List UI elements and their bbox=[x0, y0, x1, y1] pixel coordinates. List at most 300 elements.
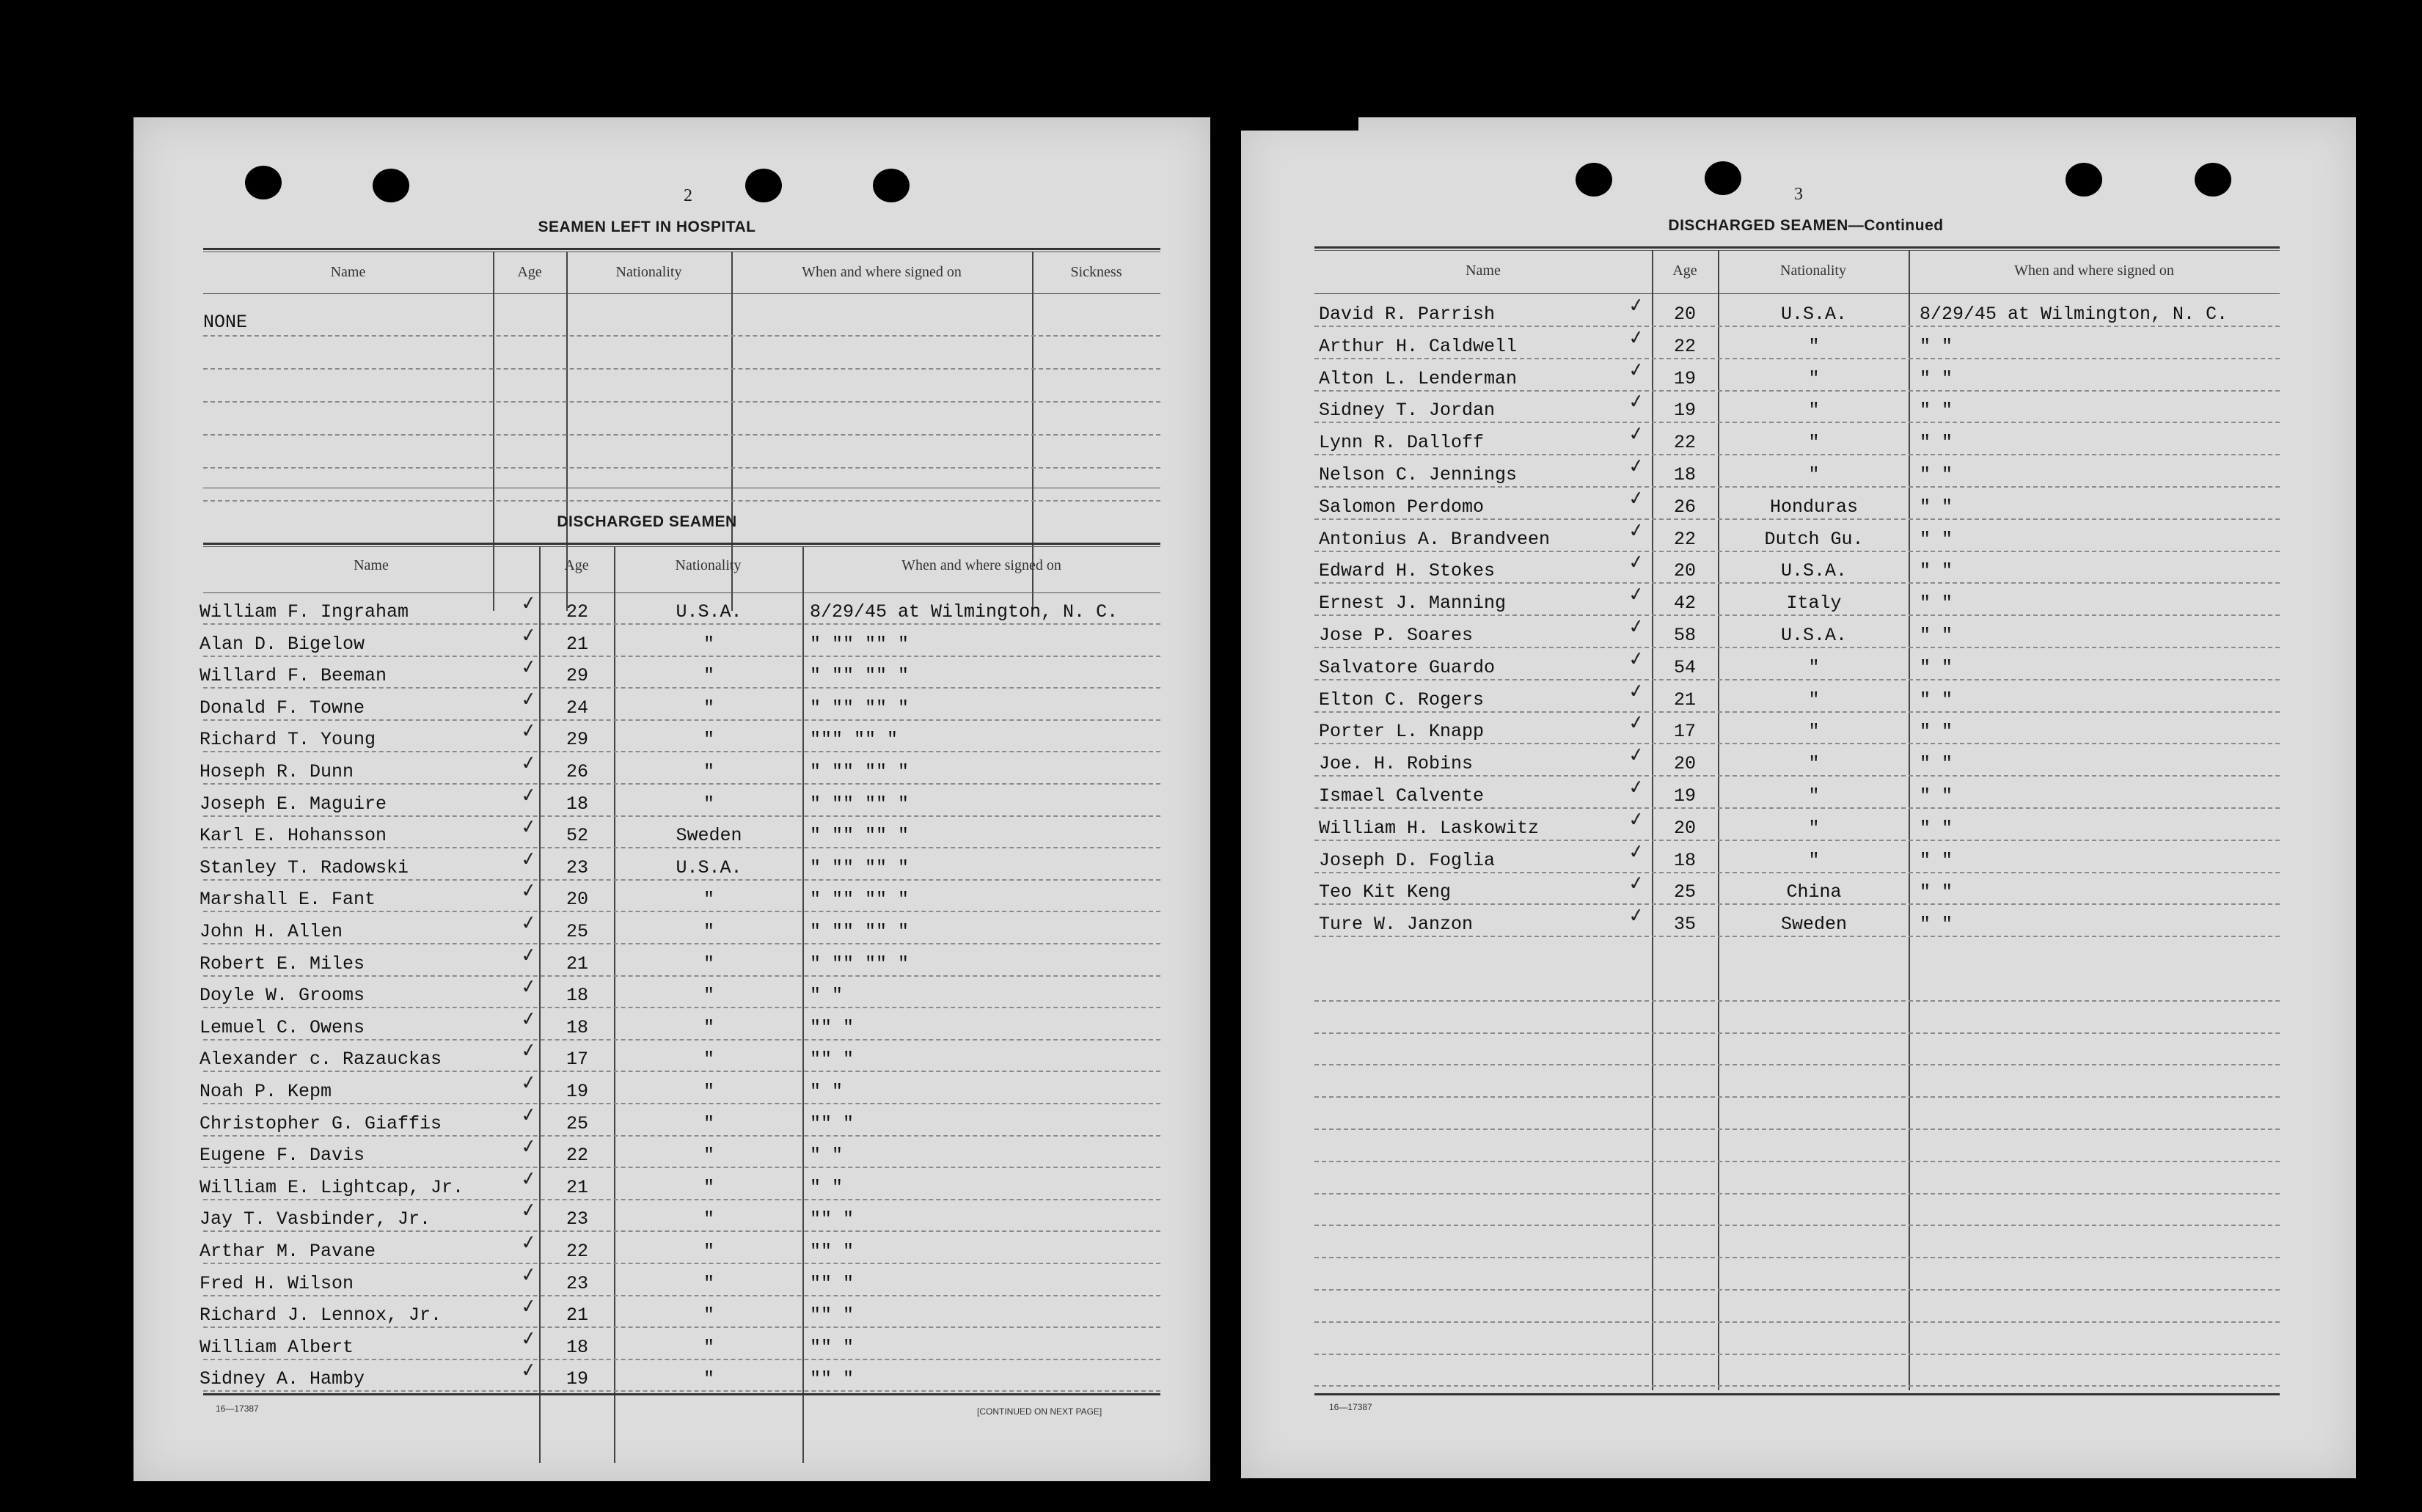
seaman-age: 22 bbox=[1673, 432, 1696, 454]
row-rule bbox=[1314, 1096, 2280, 1098]
seaman-age: 18 bbox=[566, 793, 588, 815]
row-rule bbox=[1314, 1000, 2280, 1002]
seaman-age: 23 bbox=[566, 1208, 588, 1230]
checkmark-icon: ✓ bbox=[519, 1199, 538, 1223]
punch-hole bbox=[245, 166, 282, 199]
checkmark-icon: ✓ bbox=[519, 783, 538, 807]
row-rule bbox=[1314, 1385, 2280, 1387]
col-nationality-header: Nationality bbox=[615, 264, 682, 280]
col-signed-on-header: When and where signed on bbox=[2014, 263, 2174, 279]
seaman-nationality: " bbox=[703, 761, 714, 782]
seaman-nationality: " bbox=[703, 1145, 714, 1167]
seaman-signed-on: "" " bbox=[810, 1336, 855, 1358]
row-rule bbox=[203, 1199, 1160, 1200]
seaman-nationality: " bbox=[703, 793, 714, 815]
seaman-nationality: " bbox=[703, 1368, 714, 1390]
checkmark-icon: ✓ bbox=[1627, 293, 1646, 318]
seaman-nationality: U.S.A. bbox=[1780, 625, 1847, 646]
seaman-nationality: " bbox=[1808, 721, 1820, 743]
seaman-name: William E. Lightcap, Jr. bbox=[200, 1176, 464, 1198]
row-rule bbox=[203, 943, 1160, 944]
seaman-nationality: " bbox=[703, 921, 714, 942]
row-rule bbox=[1314, 1289, 2280, 1291]
seaman-nationality: " bbox=[703, 1336, 714, 1358]
seaman-signed-on: " " bbox=[1920, 656, 1953, 678]
seaman-age: 35 bbox=[1673, 914, 1696, 936]
seaman-age: 19 bbox=[566, 1368, 588, 1390]
seaman-signed-on: " " bbox=[1920, 721, 1953, 743]
punch-hole bbox=[2195, 163, 2231, 197]
seaman-name: Richard T. Young bbox=[200, 729, 376, 751]
right-page bbox=[1241, 117, 2356, 1478]
seaman-nationality: " bbox=[1808, 656, 1820, 678]
row-rule bbox=[1314, 358, 2280, 359]
row-rule bbox=[1314, 903, 2280, 905]
seaman-name: Donald F. Towne bbox=[200, 697, 365, 719]
seaman-nationality: " bbox=[703, 1081, 714, 1102]
checkmark-icon: ✓ bbox=[519, 1071, 538, 1096]
seaman-signed-on: " " bbox=[1920, 914, 1953, 936]
row-rule bbox=[1314, 1257, 2280, 1258]
seaman-signed-on: "" " bbox=[810, 1304, 855, 1326]
seaman-nationality: " bbox=[703, 953, 714, 975]
row-rule bbox=[1314, 1161, 2280, 1162]
seaman-name: Hoseph R. Dunn bbox=[200, 761, 354, 782]
seaman-signed-on: " "" "" " bbox=[810, 761, 910, 782]
seaman-signed-on: """ "" " bbox=[810, 729, 899, 751]
seaman-nationality: " bbox=[703, 889, 714, 911]
seaman-nationality: " bbox=[1808, 849, 1820, 871]
seaman-name: Ernest J. Manning bbox=[1319, 592, 1507, 614]
seaman-signed-on: " " bbox=[1920, 753, 1953, 775]
col-age-header: Age bbox=[564, 557, 589, 573]
seaman-age: 52 bbox=[566, 825, 588, 847]
checkmark-icon: ✓ bbox=[1627, 582, 1646, 607]
seaman-name: Stanley T. Radowski bbox=[200, 856, 409, 878]
seaman-signed-on: " "" "" " bbox=[810, 921, 910, 942]
col-nationality-header: Nationality bbox=[1780, 263, 1846, 279]
row-rule bbox=[1314, 807, 2280, 809]
seaman-signed-on: " " bbox=[1920, 849, 1953, 871]
checkmark-icon: ✓ bbox=[1627, 518, 1646, 543]
row-rule bbox=[203, 687, 1160, 689]
row-rule bbox=[1314, 1321, 2280, 1323]
checkmark-icon: ✓ bbox=[1627, 743, 1646, 768]
seaman-name: Teo Kit Keng bbox=[1319, 881, 1452, 903]
hospital-entry: NONE bbox=[203, 312, 248, 333]
row-rule bbox=[1314, 1032, 2280, 1034]
seaman-nationality: " bbox=[1808, 400, 1820, 422]
seaman-nationality: U.S.A. bbox=[676, 856, 742, 878]
seaman-signed-on: " " bbox=[1920, 817, 1953, 839]
seaman-name: Richard J. Lennox, Jr. bbox=[200, 1304, 442, 1326]
seaman-nationality: China bbox=[1786, 881, 1842, 903]
col-name-header: Name bbox=[354, 557, 389, 573]
row-rule bbox=[1314, 486, 2280, 488]
seaman-age: 22 bbox=[1673, 528, 1696, 550]
seaman-signed-on: " " bbox=[810, 985, 844, 1007]
seaman-nationality: " bbox=[1808, 464, 1820, 485]
row-rule bbox=[203, 623, 1160, 625]
seaman-age: 19 bbox=[1673, 785, 1696, 807]
checkmark-icon: ✓ bbox=[519, 719, 538, 744]
row-rule bbox=[1314, 422, 2280, 423]
col-sickness-header: Sickness bbox=[1070, 264, 1122, 280]
seaman-age: 21 bbox=[566, 1176, 588, 1198]
seaman-signed-on: "" " bbox=[810, 1272, 855, 1294]
seaman-nationality: " bbox=[1808, 753, 1820, 775]
seaman-age: 25 bbox=[566, 921, 588, 942]
row-rule bbox=[1314, 1064, 2280, 1065]
seaman-nationality: Honduras bbox=[1769, 496, 1859, 518]
seaman-age: 19 bbox=[1673, 367, 1696, 389]
row-rule bbox=[203, 1039, 1160, 1041]
row-rule bbox=[203, 1103, 1160, 1104]
seaman-signed-on: " " bbox=[1920, 689, 1953, 711]
seaman-nationality: " bbox=[703, 1049, 714, 1071]
row-rule bbox=[1314, 711, 2280, 713]
checkmark-icon: ✓ bbox=[1627, 775, 1646, 800]
punch-hole bbox=[1705, 161, 1741, 195]
checkmark-icon: ✓ bbox=[519, 1039, 538, 1063]
seaman-nationality: U.S.A. bbox=[676, 601, 742, 623]
checkmark-icon: ✓ bbox=[1627, 711, 1646, 735]
seaman-age: 20 bbox=[566, 889, 588, 911]
seaman-age: 21 bbox=[566, 953, 588, 975]
seaman-nationality: " bbox=[1808, 367, 1820, 389]
seaman-name: Marshall E. Fant bbox=[200, 889, 376, 911]
checkmark-icon: ✓ bbox=[519, 911, 538, 936]
row-rule bbox=[203, 975, 1160, 977]
row-rule bbox=[1314, 1193, 2280, 1194]
row-rule bbox=[1314, 518, 2280, 520]
seaman-signed-on: " "" "" " bbox=[810, 793, 910, 815]
seaman-name: Joseph E. Maguire bbox=[200, 793, 387, 815]
seaman-name: Nelson C. Jennings bbox=[1319, 464, 1518, 485]
form-number: 16—17387 bbox=[1329, 1402, 1372, 1412]
checkmark-icon: ✓ bbox=[519, 975, 538, 999]
continued-note: [CONTINUED ON NEXT PAGE] bbox=[977, 1406, 1102, 1417]
row-rule bbox=[203, 1326, 1160, 1328]
seaman-signed-on: " " bbox=[1920, 560, 1953, 582]
checkmark-icon: ✓ bbox=[1627, 422, 1646, 447]
seaman-nationality: Sweden bbox=[676, 825, 742, 847]
checkmark-icon: ✓ bbox=[519, 1230, 538, 1255]
seaman-name: Jose P. Soares bbox=[1319, 625, 1474, 646]
checkmark-icon: ✓ bbox=[1627, 358, 1646, 382]
seaman-nationality: " bbox=[1808, 432, 1820, 454]
seaman-age: 26 bbox=[1673, 496, 1696, 518]
checkmark-icon: ✓ bbox=[519, 879, 538, 903]
seaman-nationality: " bbox=[703, 1272, 714, 1294]
seaman-signed-on: " " bbox=[1920, 464, 1953, 485]
seaman-age: 22 bbox=[566, 1241, 588, 1262]
checkmark-icon: ✓ bbox=[1627, 807, 1646, 832]
seaman-signed-on: " "" "" " bbox=[810, 856, 910, 878]
left-page bbox=[133, 117, 1210, 1481]
seaman-name: Lynn R. Dalloff bbox=[1319, 432, 1485, 454]
seaman-name: Ture W. Janzon bbox=[1319, 914, 1474, 936]
seaman-name: Eugene F. Davis bbox=[200, 1145, 365, 1167]
seaman-signed-on: " " bbox=[1920, 335, 1953, 357]
checkmark-icon: ✓ bbox=[1627, 326, 1646, 351]
seaman-age: 19 bbox=[1673, 400, 1696, 422]
seaman-age: 20 bbox=[1673, 753, 1696, 775]
row-rule bbox=[1314, 551, 2280, 552]
seaman-signed-on: 8/29/45 at Wilmington, N. C. bbox=[1920, 304, 2228, 325]
row-rule bbox=[203, 656, 1160, 657]
seaman-signed-on: " "" "" " bbox=[810, 633, 910, 655]
seaman-name: Joseph D. Foglia bbox=[1319, 849, 1496, 871]
seaman-signed-on: " "" "" " bbox=[810, 697, 910, 719]
seaman-name: Elton C. Rogers bbox=[1319, 689, 1485, 711]
seaman-signed-on: 8/29/45 at Wilmington, N. C. bbox=[810, 601, 1119, 623]
seaman-name: Joe. H. Robins bbox=[1319, 753, 1474, 775]
row-rule bbox=[203, 719, 1160, 721]
form-number: 16—17387 bbox=[216, 1403, 259, 1414]
checkmark-icon: ✓ bbox=[519, 847, 538, 872]
seaman-age: 29 bbox=[566, 729, 588, 751]
seaman-name: Willard F. Beeman bbox=[200, 665, 387, 687]
checkmark-icon: ✓ bbox=[1627, 903, 1646, 928]
seaman-signed-on: " " bbox=[1920, 881, 1953, 903]
row-rule bbox=[1314, 775, 2280, 777]
seaman-nationality: " bbox=[703, 985, 714, 1007]
seaman-nationality: " bbox=[1808, 817, 1820, 839]
seaman-age: 18 bbox=[566, 985, 588, 1007]
seaman-age: 17 bbox=[1673, 721, 1696, 743]
seaman-signed-on: " " bbox=[1920, 625, 1953, 646]
seaman-signed-on: "" " bbox=[810, 1112, 855, 1134]
seaman-name: Ismael Calvente bbox=[1319, 785, 1485, 807]
seaman-age: 22 bbox=[566, 1145, 588, 1167]
row-rule bbox=[1314, 614, 2280, 616]
seaman-age: 18 bbox=[566, 1016, 588, 1038]
seaman-age: 21 bbox=[566, 633, 588, 655]
seaman-age: 18 bbox=[566, 1336, 588, 1358]
seaman-nationality: Sweden bbox=[1780, 914, 1847, 936]
checkmark-icon: ✓ bbox=[519, 1326, 538, 1351]
seaman-name: Porter L. Knapp bbox=[1319, 721, 1485, 743]
row-rule bbox=[1314, 743, 2280, 744]
seaman-signed-on: " " bbox=[1920, 592, 1953, 614]
col-signed-on-header: When and where signed on bbox=[802, 264, 962, 280]
seaman-age: 18 bbox=[1673, 849, 1696, 871]
seaman-age: 25 bbox=[1673, 881, 1696, 903]
punch-hole bbox=[745, 169, 782, 202]
row-rule bbox=[1314, 840, 2280, 841]
seaman-name: Sidney T. Jordan bbox=[1319, 400, 1496, 422]
row-rule bbox=[203, 1263, 1160, 1264]
row-rule bbox=[1314, 679, 2280, 680]
seaman-name: Christopher G. Giaffis bbox=[200, 1112, 442, 1134]
seaman-age: 29 bbox=[566, 665, 588, 687]
row-rule bbox=[203, 1390, 1160, 1392]
row-rule bbox=[203, 1007, 1160, 1008]
seaman-name: Alan D. Bigelow bbox=[200, 633, 365, 655]
row-rule bbox=[203, 911, 1160, 912]
checkmark-icon: ✓ bbox=[1627, 454, 1646, 479]
seaman-age: 26 bbox=[566, 761, 588, 782]
row-rule bbox=[1314, 936, 2280, 937]
seaman-name: Arthar M. Pavane bbox=[200, 1241, 376, 1262]
checkmark-icon: ✓ bbox=[519, 623, 538, 647]
checkmark-icon: ✓ bbox=[1627, 390, 1646, 414]
checkmark-icon: ✓ bbox=[519, 1103, 538, 1127]
col-age-header: Age bbox=[517, 264, 542, 280]
row-rule bbox=[203, 1359, 1160, 1360]
row-rule bbox=[1314, 582, 2280, 584]
seaman-name: Karl E. Hohansson bbox=[200, 825, 387, 847]
col-name-header: Name bbox=[330, 264, 366, 280]
seaman-age: 19 bbox=[566, 1081, 588, 1102]
seaman-age: 58 bbox=[1673, 625, 1696, 646]
seaman-name: William Albert bbox=[200, 1336, 354, 1358]
checkmark-icon: ✓ bbox=[519, 687, 538, 712]
discharged-section-title: DISCHARGED SEAMEN bbox=[557, 513, 737, 530]
seaman-nationality: " bbox=[703, 1176, 714, 1198]
seaman-age: 20 bbox=[1673, 817, 1696, 839]
seaman-signed-on: " " bbox=[810, 1176, 844, 1198]
seaman-age: 20 bbox=[1673, 304, 1696, 325]
row-rule bbox=[1314, 1225, 2280, 1226]
seaman-signed-on: " "" "" " bbox=[810, 825, 910, 847]
checkmark-icon: ✓ bbox=[519, 1294, 538, 1319]
seaman-signed-on: "" " bbox=[810, 1241, 855, 1262]
seaman-signed-on: " "" "" " bbox=[810, 889, 910, 911]
row-rule bbox=[203, 1135, 1160, 1137]
seaman-name: William H. Laskowitz bbox=[1319, 817, 1540, 839]
row-rule bbox=[203, 879, 1160, 881]
punch-hole bbox=[2066, 163, 2102, 197]
checkmark-icon: ✓ bbox=[519, 751, 538, 776]
seaman-nationality: " bbox=[703, 1112, 714, 1134]
checkmark-icon: ✓ bbox=[1627, 551, 1646, 575]
seaman-name: Sidney A. Hamby bbox=[200, 1368, 365, 1390]
seaman-nationality: " bbox=[703, 697, 714, 719]
seaman-nationality: Italy bbox=[1786, 592, 1842, 614]
col-name-header: Name bbox=[1466, 263, 1501, 279]
seaman-nationality: " bbox=[703, 729, 714, 751]
punch-hole bbox=[1576, 163, 1612, 197]
checkmark-icon: ✓ bbox=[1627, 840, 1646, 864]
seaman-age: 23 bbox=[566, 856, 588, 878]
seaman-nationality: " bbox=[703, 633, 714, 655]
checkmark-icon: ✓ bbox=[519, 1359, 538, 1383]
seaman-age: 23 bbox=[566, 1272, 588, 1294]
seaman-signed-on: " " bbox=[1920, 400, 1953, 422]
seaman-signed-on: "" " bbox=[810, 1208, 855, 1230]
seaman-nationality: Dutch Gu. bbox=[1764, 528, 1864, 550]
seaman-signed-on: "" " bbox=[810, 1049, 855, 1071]
seaman-name: Alton L. Lenderman bbox=[1319, 367, 1518, 389]
checkmark-icon: ✓ bbox=[519, 815, 538, 840]
row-rule bbox=[203, 815, 1160, 817]
row-rule bbox=[1314, 872, 2280, 873]
row-rule bbox=[1314, 1129, 2280, 1130]
seaman-signed-on: " " bbox=[810, 1145, 844, 1167]
seaman-age: 22 bbox=[566, 601, 588, 623]
seaman-nationality: U.S.A. bbox=[1780, 304, 1847, 325]
row-rule bbox=[1314, 454, 2280, 455]
checkmark-icon: ✓ bbox=[519, 1007, 538, 1032]
seaman-name: Edward H. Stokes bbox=[1319, 560, 1496, 582]
seaman-nationality: " bbox=[703, 1016, 714, 1038]
seaman-nationality: " bbox=[1808, 785, 1820, 807]
row-rule bbox=[203, 1295, 1160, 1296]
seaman-name: Noah P. Kepm bbox=[200, 1081, 332, 1102]
seaman-name: Alexander c. Razauckas bbox=[200, 1049, 442, 1071]
punch-hole bbox=[873, 169, 910, 202]
seaman-nationality: " bbox=[703, 1208, 714, 1230]
checkmark-icon: ✓ bbox=[1627, 614, 1646, 639]
checkmark-icon: ✓ bbox=[1627, 647, 1646, 672]
seaman-signed-on: "" " bbox=[810, 1016, 855, 1038]
row-rule bbox=[203, 847, 1160, 848]
seaman-age: 21 bbox=[1673, 689, 1696, 711]
row-rule bbox=[203, 751, 1160, 752]
seaman-name: Doyle W. Grooms bbox=[200, 985, 365, 1007]
seaman-age: 22 bbox=[1673, 335, 1696, 357]
row-rule bbox=[203, 1071, 1160, 1072]
section-title: DISCHARGED SEAMEN—Continued bbox=[1668, 217, 1944, 234]
col-age-header: Age bbox=[1672, 263, 1697, 279]
seaman-nationality: " bbox=[1808, 689, 1820, 711]
seaman-age: 21 bbox=[566, 1304, 588, 1326]
seaman-signed-on: " "" "" " bbox=[810, 665, 910, 687]
seaman-signed-on: " " bbox=[1920, 528, 1953, 550]
row-rule bbox=[203, 1167, 1160, 1168]
seaman-name: Fred H. Wilson bbox=[200, 1272, 354, 1294]
seaman-nationality: " bbox=[1808, 335, 1820, 357]
seaman-name: Robert E. Miles bbox=[200, 953, 365, 975]
checkmark-icon: ✓ bbox=[1627, 486, 1646, 511]
seaman-name: William F. Ingraham bbox=[200, 601, 409, 623]
col-nationality-header: Nationality bbox=[675, 557, 742, 573]
punch-hole bbox=[373, 169, 409, 202]
row-rule bbox=[1314, 1354, 2280, 1355]
seaman-age: 24 bbox=[566, 697, 588, 719]
seaman-nationality: " bbox=[703, 665, 714, 687]
seaman-name: Salomon Perdomo bbox=[1319, 496, 1485, 518]
col-signed-on-header: When and where signed on bbox=[901, 557, 1061, 573]
checkmark-icon: ✓ bbox=[519, 1263, 538, 1287]
checkmark-icon: ✓ bbox=[519, 1167, 538, 1192]
seaman-age: 54 bbox=[1673, 656, 1696, 678]
seaman-name: Salvatore Guardo bbox=[1319, 656, 1496, 678]
seaman-age: 18 bbox=[1673, 464, 1696, 485]
seaman-nationality: " bbox=[703, 1241, 714, 1262]
page-number: 3 bbox=[1794, 185, 1803, 204]
seaman-name: David R. Parrish bbox=[1319, 304, 1496, 325]
seaman-signed-on: " " bbox=[1920, 785, 1953, 807]
row-rule bbox=[1314, 647, 2280, 648]
seaman-age: 25 bbox=[566, 1112, 588, 1134]
torn-edge bbox=[1212, 117, 1358, 131]
checkmark-icon: ✓ bbox=[519, 591, 538, 616]
seaman-name: John H. Allen bbox=[200, 921, 343, 942]
row-rule bbox=[203, 1230, 1160, 1232]
seaman-name: Antonius A. Brandveen bbox=[1319, 528, 1551, 550]
seaman-signed-on: " " bbox=[1920, 496, 1953, 518]
hospital-section-title: SEAMEN LEFT IN HOSPITAL bbox=[538, 219, 756, 235]
seaman-name: Jay T. Vasbinder, Jr. bbox=[200, 1208, 431, 1230]
checkmark-icon: ✓ bbox=[519, 943, 538, 967]
row-rule bbox=[203, 783, 1160, 785]
seaman-name: Arthur H. Caldwell bbox=[1319, 335, 1518, 357]
seaman-signed-on: " " bbox=[810, 1081, 844, 1102]
seaman-name: Lemuel C. Owens bbox=[200, 1016, 365, 1038]
